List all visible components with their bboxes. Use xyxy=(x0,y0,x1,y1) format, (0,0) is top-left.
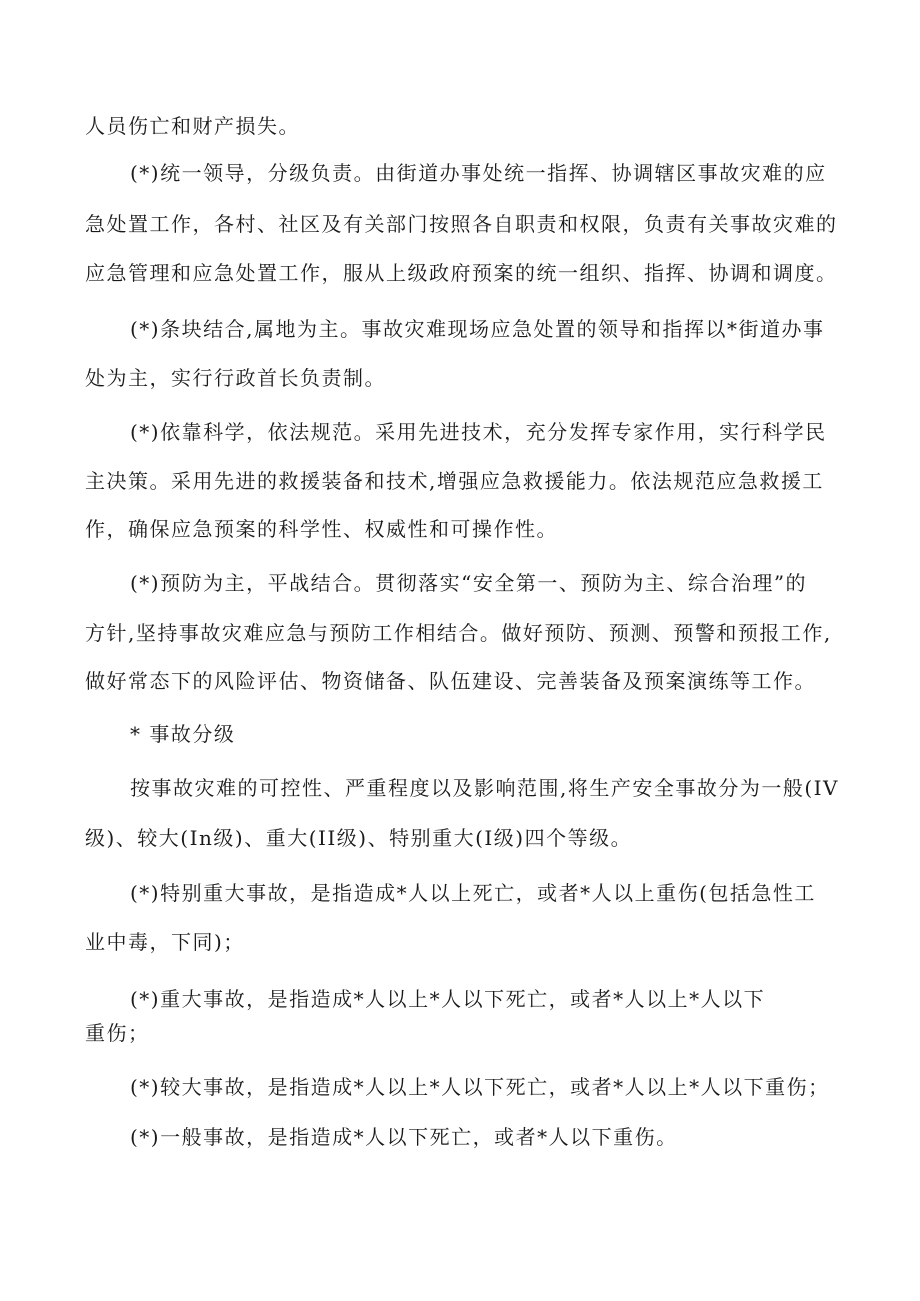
paragraph-line: 处为主，实行行政首长负责制。 xyxy=(85,366,386,390)
paragraph-line: 主决策。采用先进的救援装备和技术,增强应急救援能力。依法规范应急救援工 xyxy=(85,469,824,493)
paragraph-line: (*)预防为主，平战结合。贯彻落实“安全第一、预防为主、综合治理”的 xyxy=(130,571,808,595)
paragraph-line: 方针,坚持事故灾难应急与预防工作相结合。做好预防、预测、预警和预报工作, xyxy=(85,621,832,645)
paragraph-line: 应急管理和应急处置工作，服从上级政府预案的统一组织、指挥、协调和调度。 xyxy=(85,261,838,285)
paragraph-line: 级)、较大(In级)、重大(II级)、特别重大(I级)四个等级。 xyxy=(85,826,633,850)
paragraph-line: 人员伤亡和财产损失。 xyxy=(85,114,300,138)
paragraph-line: 重伤； xyxy=(85,1021,150,1045)
paragraph-line: (*)较大事故，是指造成*人以上*人以下死亡，或者*人以上*人以下重伤； xyxy=(130,1075,830,1099)
paragraph-line: (*)特别重大事故，是指造成*人以上死亡，或者*人以上重伤(包括急性工 xyxy=(130,881,816,905)
paragraph-line: 作，确保应急预案的科学性、权威性和可操作性。 xyxy=(85,517,558,541)
paragraph-line: (*)统一领导，分级负责。由街道办事处统一指挥、协调辖区事故灾难的应 xyxy=(130,161,827,185)
paragraph-line: (*)一般事故，是指造成*人以下死亡，或者*人以下重伤。 xyxy=(130,1125,678,1149)
paragraph-line: (*)条块结合,属地为主。事故灾难现场应急处置的领导和指挥以*街道办事 xyxy=(130,317,825,341)
section-heading: * 事故分级 xyxy=(130,722,236,746)
paragraph-line: 业中毒，下同)； xyxy=(85,930,245,954)
paragraph-line: 做好常态下的风险评估、物资储备、队伍建设、完善装备及预案演练等工作。 xyxy=(85,669,816,693)
paragraph-line: 急处置工作，各村、社区及有关部门按照各自职责和权限，负责有关事故灾难的 xyxy=(85,212,838,236)
paragraph-line: (*)重大事故，是指造成*人以上*人以下死亡，或者*人以上*人以下 xyxy=(130,987,766,1011)
paragraph-line: (*)依靠科学，依法规范。采用先进技术，充分发挥专家作用，实行科学民 xyxy=(130,420,827,444)
paragraph-line: 按事故灾难的可控性、严重程度以及影响范围,将生产安全事故分为一般(IV xyxy=(130,776,840,800)
